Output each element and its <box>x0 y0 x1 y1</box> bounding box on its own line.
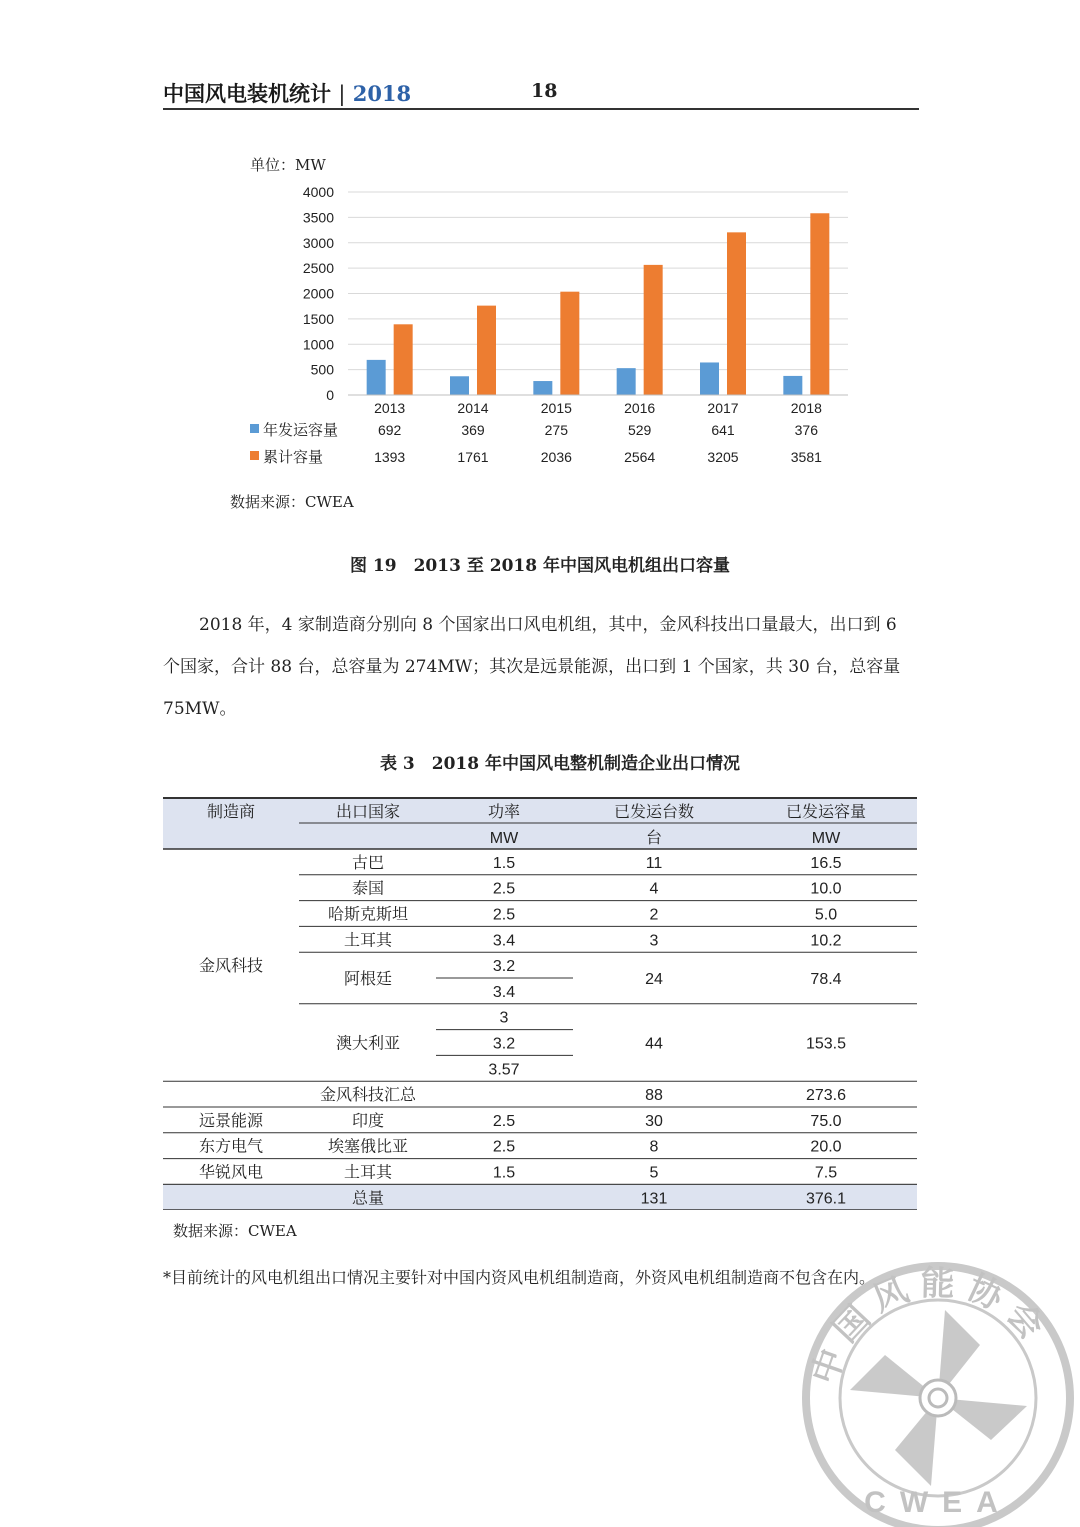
table-cell-capacity: 5.0 <box>814 906 838 924</box>
bar-annual <box>533 381 552 395</box>
table-unit-cell: MW <box>489 830 519 847</box>
table-cell-country: 埃塞俄比亚 <box>327 1138 409 1156</box>
table-cell-maker: 华锐风电 <box>198 1164 264 1182</box>
table-cell-units: 5 <box>649 1164 659 1182</box>
chart-source: 数据来源：CWEA <box>230 493 354 511</box>
x-tick-label: 2016 <box>624 400 656 416</box>
table-header-cell: 已发运容量 <box>785 804 867 821</box>
data-table-value: 1393 <box>374 449 406 465</box>
table-unit-cell: MW <box>811 830 841 847</box>
table-cell-units: 88 <box>645 1087 663 1105</box>
table-cell-capacity: 376.1 <box>805 1190 847 1208</box>
table-cell-units: 44 <box>645 1035 663 1053</box>
table-caption: 表 3 2018 年中国风电整机制造企业出口情况 <box>380 754 740 774</box>
table-cell-units: 4 <box>649 880 659 898</box>
bar-annual <box>367 360 386 395</box>
export-table <box>163 797 917 1210</box>
table-cell-capacity: 273.6 <box>805 1087 847 1105</box>
x-tick-label: 2014 <box>457 400 489 416</box>
y-tick-label: 1500 <box>302 310 334 327</box>
table-cell-units: 30 <box>645 1112 663 1130</box>
table-cell-country: 土耳其 <box>343 1164 393 1182</box>
bar-cumulative <box>560 292 579 395</box>
table-cell-units: 131 <box>640 1190 668 1208</box>
table-cell-units: 11 <box>645 854 663 872</box>
table-cell-country: 土耳其 <box>343 932 393 950</box>
bar-annual <box>617 368 636 395</box>
legend-swatch <box>250 451 259 460</box>
table-cell-units: 8 <box>649 1138 659 1156</box>
table-cell-power: 3.2 <box>492 1035 516 1053</box>
data-table-value: 1761 <box>457 449 489 465</box>
table-cell-units: 24 <box>645 971 663 988</box>
export-capacity-chart <box>0 0 1080 480</box>
bar-cumulative <box>477 306 496 395</box>
bar-cumulative <box>644 265 663 395</box>
y-tick-label: 1000 <box>302 336 334 353</box>
table-cell-capacity: 16.5 <box>810 854 842 872</box>
table-cell-country: 澳大利亚 <box>335 1035 401 1053</box>
table-cell-power: 2.5 <box>492 1112 516 1130</box>
chart-unit-label: 单位：MW <box>250 156 326 174</box>
footnote: *目前统计的风电机组出口情况主要针对中国内资风电机组制造商，外资风电机组制造商不包含在内。 <box>163 1268 876 1287</box>
table-cell-country: 印度 <box>351 1112 385 1130</box>
table-cell-capacity: 78.4 <box>810 971 842 988</box>
x-tick-label: 2015 <box>540 400 572 416</box>
y-tick-label: 0 <box>326 387 334 403</box>
bar-annual <box>700 362 719 395</box>
data-table-value: 275 <box>544 422 569 438</box>
data-table-value: 2564 <box>624 449 656 465</box>
table-cell-maker: 远景能源 <box>198 1112 264 1130</box>
table-unit-cell: 台 <box>645 830 663 847</box>
table-cell-capacity: 153.5 <box>805 1035 847 1053</box>
data-table-value: 376 <box>794 422 819 438</box>
table-cell-power: 2.5 <box>492 1138 516 1156</box>
legend-label: 累计容量 <box>263 449 324 466</box>
data-table-value: 369 <box>461 422 485 438</box>
seal-abbr: CWEA <box>864 1486 1012 1519</box>
data-table-value: 529 <box>627 422 652 438</box>
table-cell-capacity: 75.0 <box>810 1112 842 1130</box>
table-cell-capacity: 10.2 <box>810 932 842 950</box>
data-table-value: 2036 <box>540 449 572 465</box>
x-tick-label: 2018 <box>790 400 822 416</box>
data-table-value: 3205 <box>707 449 739 465</box>
data-table-value: 3581 <box>790 449 822 465</box>
table-cell-power: 3 <box>499 1009 509 1027</box>
table-cell-country: 哈斯克斯坦 <box>327 906 409 924</box>
table-cell-subtotal-label: 金风科技汇总 <box>319 1087 417 1105</box>
y-tick-label: 2000 <box>302 285 334 302</box>
y-tick-label: 3500 <box>302 209 334 226</box>
legend-label: 年发运容量 <box>263 422 339 439</box>
table-cell-total-label: 总量 <box>351 1190 385 1208</box>
table-cell-power: 2.5 <box>492 880 516 898</box>
table-cell-country: 阿根廷 <box>343 971 393 988</box>
bar-annual <box>450 376 469 395</box>
table-source: 数据来源：CWEA <box>173 1222 297 1240</box>
legend-swatch <box>250 424 259 433</box>
table-cell-country: 泰国 <box>351 880 385 898</box>
table-cell-power: 3.2 <box>492 958 516 976</box>
page-number: 18 <box>531 80 558 102</box>
y-tick-label: 4000 <box>302 184 334 200</box>
table-header-cell: 出口国家 <box>335 804 401 821</box>
y-tick-label: 2500 <box>302 260 334 277</box>
x-tick-label: 2013 <box>374 400 406 416</box>
table-cell-units: 3 <box>649 932 659 950</box>
seal-text: 中国风能协会 <box>805 1264 1057 1389</box>
y-tick-label: 3000 <box>302 234 334 251</box>
data-table-value: 692 <box>377 422 402 438</box>
figure-caption: 图 19 2013 至 2018 年中国风电机组出口容量 <box>350 556 730 576</box>
x-tick-label: 2017 <box>707 400 739 416</box>
table-total-bg <box>163 1184 917 1210</box>
report-title: 中国风电装机统计 | 2018 <box>163 81 412 106</box>
table-cell-country: 古巴 <box>351 854 385 872</box>
body-paragraph: 2018 年，4 家制造商分别向 8 个国家出口风电机组，其中，金风科技出口量最大，出口到 6 个国家，合计 88 台，总容量为 274MW；其次是远景能源，出口到 1 个国家，共 30 台，总容量 75MW。 <box>163 615 901 719</box>
table-cell-power: 1.5 <box>492 1164 516 1182</box>
y-tick-label: 500 <box>310 361 334 378</box>
cwea-seal-watermark <box>795 1250 1080 1527</box>
bar-cumulative <box>727 232 746 395</box>
table-cell-power: 1.5 <box>492 854 516 872</box>
table-cell-power: 3.57 <box>488 1061 520 1079</box>
bar-cumulative <box>810 213 829 395</box>
table-cell-capacity: 10.0 <box>810 880 842 898</box>
table-cell-capacity: 7.5 <box>814 1164 838 1182</box>
table-header-cell: 制造商 <box>206 804 256 821</box>
table-cell-maker: 东方电气 <box>198 1138 264 1156</box>
data-table-value: 641 <box>711 422 735 438</box>
table-cell-power: 3.4 <box>492 983 516 1001</box>
table-cell-capacity: 20.0 <box>810 1138 842 1156</box>
bar-cumulative <box>394 324 413 395</box>
table-cell-units: 2 <box>649 906 659 924</box>
table-header-cell: 已发运台数 <box>613 804 695 821</box>
table-cell-maker: 金风科技 <box>198 958 264 976</box>
bar-annual <box>783 376 802 395</box>
table-cell-power: 3.4 <box>492 932 516 950</box>
table-cell-power: 2.5 <box>492 906 516 924</box>
svg-text:中国风能协会 <box>805 1264 1057 1389</box>
table-header-cell: 功率 <box>487 804 521 821</box>
